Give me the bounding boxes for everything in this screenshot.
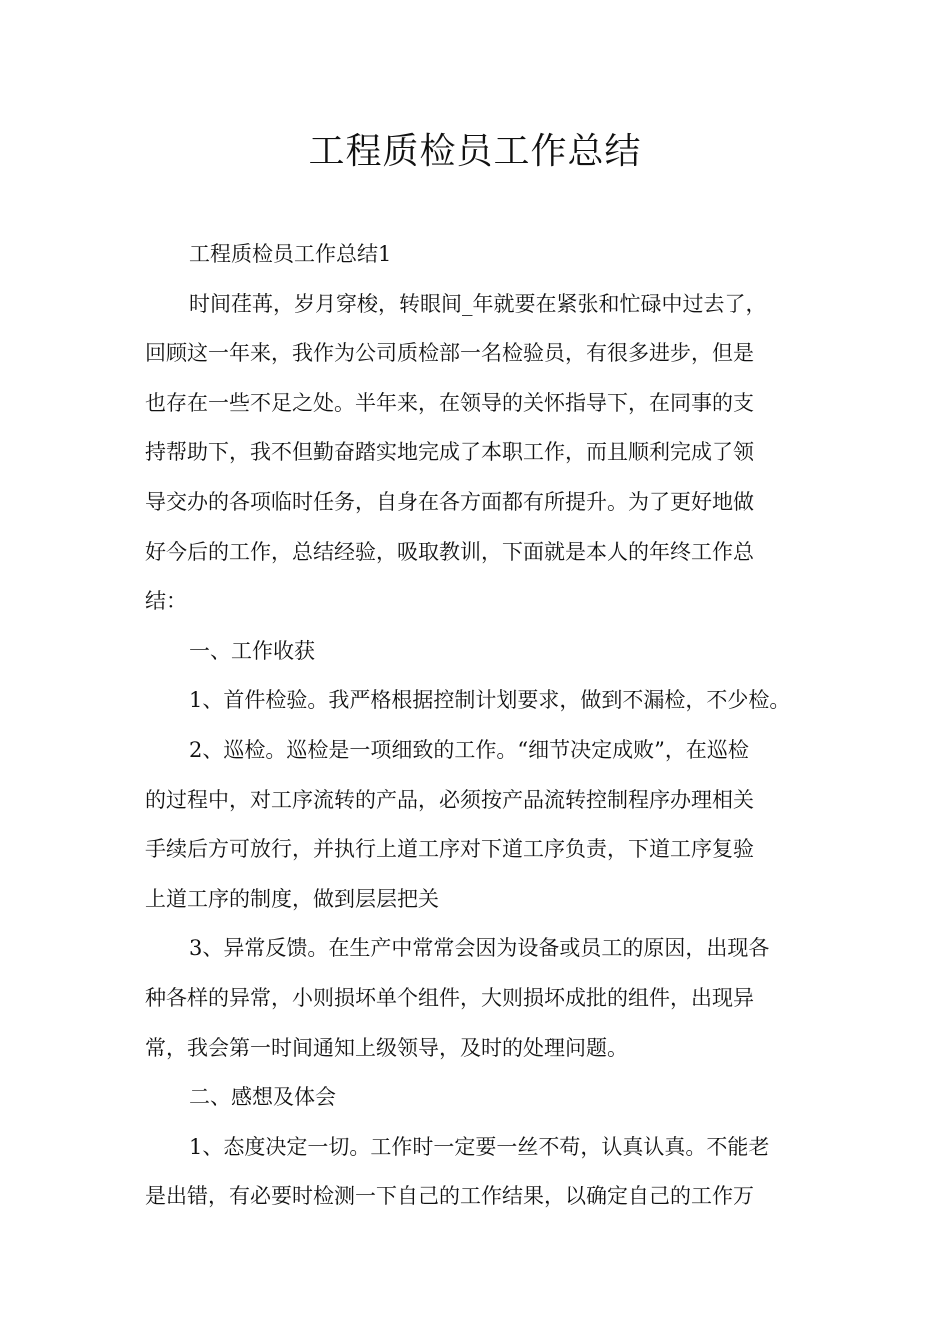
document-body	[145, 230, 815, 1222]
text-line: 时间荏苒，岁月穿梭，转眼间_年就要在紧张和忙碌中过去了，	[189, 291, 767, 316]
text-line: 回顾这一年来，我作为公司质检部一名检验员，有很多进步，但是	[145, 341, 754, 366]
text-line: 导交办的各项临时任务，自身在各方面都有所提升。为了更好地做	[145, 489, 754, 514]
text-line: 种各样的异常，小则损坏单个组件，大则损坏成批的组件，出现异	[145, 985, 754, 1010]
text-line: 持帮助下，我不但勤奋踏实地完成了本职工作，而且顺利完成了领	[145, 440, 754, 465]
text-line: 1、首件检验。我严格根据控制计划要求，做到不漏检，不少检。	[189, 688, 791, 713]
text-line: 上道工序的制度，做到层层把关	[145, 886, 439, 911]
text-line: 手续后方可放行，并执行上道工序对下道工序负责，下道工序复验	[145, 837, 754, 862]
text-line: 工程质检员工作总结1	[189, 242, 392, 266]
text-line: 一、工作收获	[189, 638, 315, 663]
text-line: 结：	[145, 589, 187, 614]
text-line: 是出错，有必要时检测一下自己的工作结果，以确定自己的工作万	[145, 1184, 754, 1209]
document-title: 工程质检员工作总结	[308, 131, 642, 172]
text-line: 也存在一些不足之处。半年来，在领导的关怀指导下，在同事的支	[145, 390, 754, 415]
text-line: 2、巡检。巡检是一项细致的工作。“细节决定成败”，在巡检	[189, 737, 749, 762]
text-line: 二、感想及体会	[189, 1085, 336, 1110]
text-line: 的过程中，对工序流转的产品，必须按产品流转控制程序办理相关	[145, 787, 754, 812]
text-line: 3、异常反馈。在生产中常常会因为设备或员工的原因，出现各	[189, 936, 770, 961]
text-line: 1、态度决定一切。工作时一定要一丝不苟，认真认真。不能老	[189, 1134, 770, 1159]
text-line: 好今后的工作，总结经验，吸取教训，下面就是本人的年终工作总	[145, 539, 754, 564]
text-line: 常，我会第一时间通知上级领导，及时的处理问题。	[145, 1035, 628, 1060]
